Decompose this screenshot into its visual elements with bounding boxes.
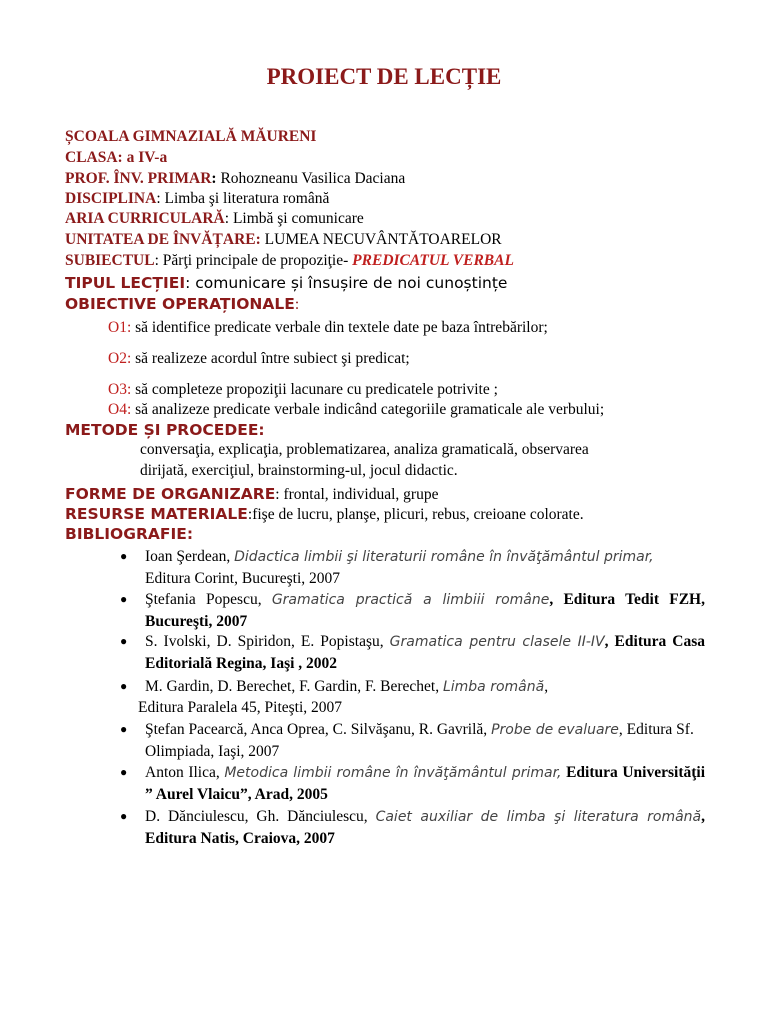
bib-rest: , Editura Casa Editorială Regina, Iaşi , 2002 [145, 633, 705, 672]
subject-value: Părţi principale de propoziţie- [162, 252, 349, 269]
bib-title: Caiet auxiliar de limba şi literatura română [375, 809, 702, 825]
class-label: CLASA: a IV-a [65, 149, 168, 166]
bib-rest: , Editura Natis, Craiova, 2007 [145, 808, 706, 847]
bib-author: Anton Ilica, [145, 764, 220, 781]
objective-item [108, 401, 604, 419]
objective-text: să completeze propoziţii lacunare cu predicatele potrivite ; [135, 381, 498, 398]
bullet-icon: ● [120, 549, 128, 563]
subject-label: SUBIECTUL [65, 252, 155, 269]
discipline-colon: : [156, 190, 165, 207]
resources-value: fişe de lucru, planşe, plicuri, rebus, creioane colorate. [252, 506, 584, 523]
bullet-icon: ● [120, 809, 128, 823]
bib-rest: , Editura Tedit FZH, Bucureşti, 2007 [145, 591, 705, 630]
resources-line [65, 505, 584, 524]
bib-title: Metodica limbii române în învăţământul primar, [224, 765, 562, 781]
bib-rest: , Editura Sf. Olimpiada, Iaşi, 2007 [145, 721, 694, 760]
aria-line [65, 210, 364, 228]
bib-rest: , [544, 678, 549, 695]
bib-author: M. Gardin, D. Berechet, F. Gardin, F. Berechet, [145, 678, 440, 695]
unit-line [65, 231, 502, 249]
prof-line [65, 170, 405, 188]
bib-author: Ştefania Popescu, [145, 591, 262, 608]
bib-title: Limba română [442, 679, 545, 695]
bibliography-item [120, 589, 705, 632]
bib-line2: Editura Paralela 45, Piteşti, 2007 [138, 699, 343, 716]
bibliography-item [120, 546, 705, 589]
objective-text: să realizeze acordul între subiect şi predicat; [135, 350, 410, 367]
objective-text: să identifice predicate verbale din textele date pe baza întrebărilor; [135, 319, 548, 336]
school-name: ȘCOALA GIMNAZIALĂ MĂURENI [65, 128, 317, 145]
objective-code: O2: [108, 350, 132, 367]
forms-label: FORME DE ORGANIZARE [65, 485, 276, 503]
bullet-icon: ● [120, 722, 128, 736]
objective-text: să analizeze predicate verbale indicând categoriile gramaticale ale verbului; [135, 401, 605, 418]
bib-title: Probe de evaluare [491, 722, 619, 738]
bibliography-item-continuation [138, 697, 698, 718]
forms-line [65, 485, 438, 504]
bib-author: Ioan Şerdean, [145, 548, 231, 565]
subject-line [65, 252, 514, 270]
forms-value: frontal, individual, grupe [283, 486, 439, 503]
bibliography-item [120, 806, 706, 849]
objective-code: O1: [108, 319, 132, 336]
bibliography-item [120, 631, 705, 674]
prof-colon: : [211, 170, 221, 187]
methods-text-2: dirijată, exerciţiul, brainstorming-ul, jocul didactic. [140, 462, 458, 479]
aria-label: ARIA CURRICULARĂ [65, 210, 225, 227]
bib-rest: Editura Corint, Bucureşti, 2007 [145, 570, 341, 587]
bib-author: S. Ivolski, D. Spiridon, E. Popistaşu, [145, 633, 384, 650]
objective-item [108, 350, 410, 368]
bullet-icon: ● [120, 765, 128, 779]
objectives-label: OBIECTIVE OPERAȚIONALE [65, 295, 295, 313]
objective-item [108, 319, 548, 337]
unit-label: UNITATEA DE ÎNVĂȚARE: [65, 231, 261, 248]
bibliography-item [120, 762, 706, 805]
discipline-line [65, 190, 329, 208]
bullet-icon: ● [120, 679, 128, 693]
objectives-heading-line [65, 295, 299, 314]
bibliography-heading-line [65, 525, 193, 544]
resources-colon: : [247, 506, 253, 523]
class-line [65, 149, 167, 167]
bib-title: Didactica limbii şi literaturii române în învăţământul primar, [234, 549, 654, 565]
objectives-colon: : [294, 296, 300, 313]
lesson-type-colon: : [185, 274, 196, 292]
bib-title: Gramatica pentru clasele II-IV [389, 634, 605, 650]
bib-title: Gramatica practică a limbiii române [271, 592, 550, 608]
bibliography-item [120, 719, 705, 762]
forms-colon: : [275, 486, 284, 503]
subject-colon: : [154, 252, 163, 269]
lesson-type-label: TIPUL LECȚIEI [65, 274, 186, 292]
methods-label: METODE ȘI PROCEDEE: [65, 421, 265, 439]
prof-label: PROF. ÎNV. PRIMAR [65, 170, 212, 187]
document-title: PROIECT DE LECȚIE [266, 64, 502, 89]
bibliography-item [120, 676, 705, 698]
bib-author: Ştefan Pacearcă, Anca Oprea, C. Silvăşanu, R. Gavrilă, [145, 721, 488, 738]
bullet-icon: ● [120, 634, 128, 648]
methods-line-1 [140, 441, 589, 459]
objective-code: O4: [108, 401, 132, 418]
objective-code: O3: [108, 381, 132, 398]
methods-heading-line [65, 421, 265, 440]
unit-value: LUMEA NECUVÂNTĂTOARELOR [264, 231, 502, 248]
lesson-type-value: comunicare și însușire de noi cunoștințe [195, 274, 508, 292]
subject-highlight: PREDICATUL VERBAL [352, 252, 514, 269]
methods-text-1: conversaţia, explicaţia, problematizarea, analiza gramaticală, observarea [140, 441, 589, 458]
resources-label: RESURSE MATERIALE [65, 505, 248, 523]
aria-value: Limbă şi comunicare [232, 210, 364, 227]
lesson-type-line [65, 274, 507, 293]
objective-item [108, 381, 498, 399]
bib-author: D. Dănciulescu, Gh. Dănciulescu, [145, 808, 368, 825]
school-line [65, 128, 316, 146]
aria-colon: : [224, 210, 233, 227]
bib-rest: Editura Universităţii ” Aurel Vlaicu”, Arad, 2005 [145, 764, 706, 803]
discipline-label: DISCIPLINA [65, 190, 157, 207]
methods-line-2 [140, 462, 458, 480]
bullet-icon: ● [120, 592, 128, 606]
prof-value: Rohozneanu Vasilica Daciana [220, 170, 406, 187]
bibliography-label: BIBLIOGRAFIE: [65, 525, 194, 543]
discipline-value: Limba şi literatura română [164, 190, 330, 207]
